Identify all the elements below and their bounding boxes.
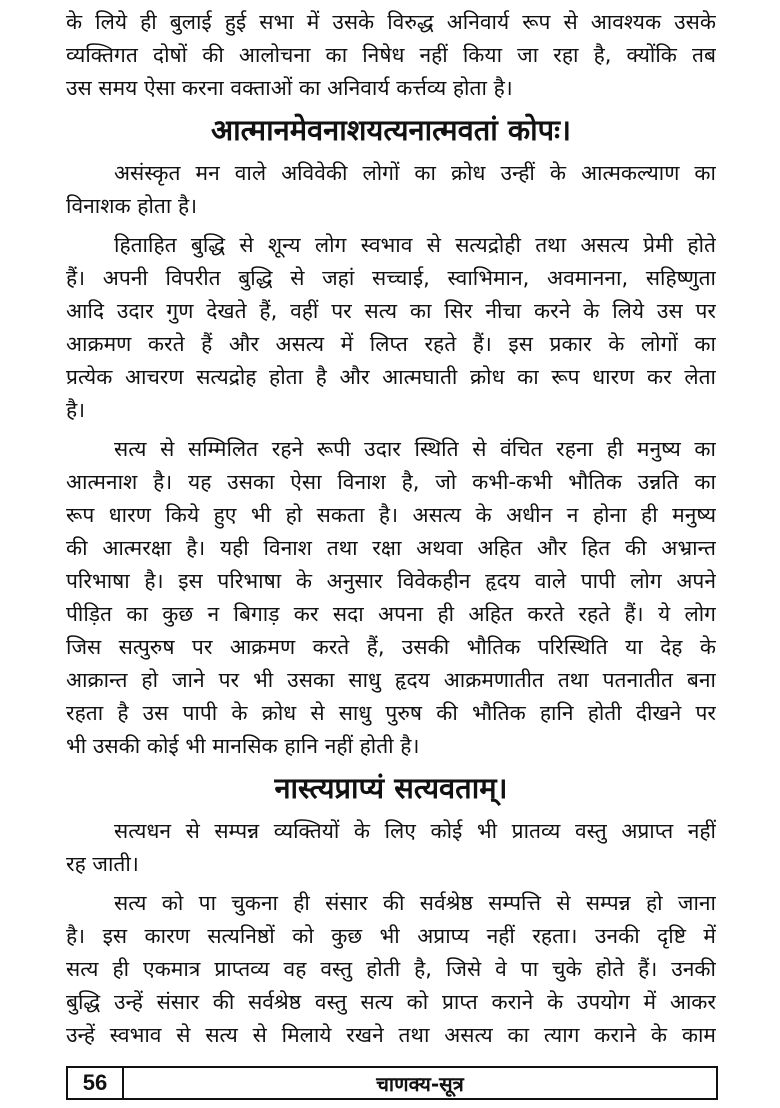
text-line: के लिये ही बुलाई हुई सभा में उसके विरुद्ध अनिवार्य रूप से आवश्यक उसके bbox=[66, 10, 716, 34]
text-line: उन्हें स्वभाव से सत्य से मिलाये रखने तथा असत्य का त्याग कराने के काम bbox=[66, 1023, 716, 1047]
paragraph bbox=[66, 815, 716, 881]
page-footer bbox=[66, 1066, 718, 1100]
text-line: पीड़ित का कुछ न बिगाड़ कर सदा अपना ही अहित करते रहते हैं। ये लोग bbox=[66, 602, 716, 626]
text-line: आत्मनाश है। यह उसका ऐसा विनाश है, जो कभी-कभी भौतिक उन्नति का bbox=[66, 470, 716, 494]
sutra-heading: नास्त्यप्राप्यं सत्यवताम्। bbox=[274, 771, 508, 805]
paragraph bbox=[66, 229, 716, 427]
text-line: आक्रमण करते हैं और असत्य में लिप्त रहते हैं। इस प्रकार के लोगों का bbox=[66, 332, 716, 356]
text-line: रहता है उस पापी के क्रोध से साधु पुरुष की भौतिक हानि होती दीखने पर bbox=[66, 701, 716, 725]
text-line: उस समय ऐसा करना वक्ताओं का अनिवार्य कर्त्तव्य होता है। bbox=[66, 76, 513, 100]
page-number: 56 bbox=[68, 1068, 124, 1098]
text-line: प्रत्येक आचरण सत्यद्रोह होता है और आत्मघाती क्रोध का रूप धारण कर लेता bbox=[66, 365, 716, 389]
sutra-heading: आत्मानमेवनाशयत्यनात्मवतां कोपः। bbox=[210, 113, 572, 147]
text-line: है। इस कारण सत्यनिष्ठों को कुछ भी अप्राप्य नहीं रहता। उनकी दृष्टि में bbox=[66, 924, 716, 948]
text-line: भी उसकी कोई भी मानसिक हानि नहीं होती है। bbox=[66, 734, 420, 758]
text-line: असंस्कृत मन वाले अविवेकी लोगों का क्रोध उन्हीं के आत्मकल्याण का bbox=[114, 161, 716, 185]
paragraph bbox=[66, 433, 716, 763]
page-body bbox=[66, 6, 716, 1052]
text-line: रूप धारण किये हुए भी हो सकता है। असत्य के अधीन न होना ही मनुष्य bbox=[66, 503, 716, 527]
text-line: बुद्धि उन्हें संसार की सर्वश्रेष्ठ वस्तु सत्य को प्राप्त कराने के उपयोग में आकर bbox=[66, 990, 716, 1014]
text-line: की आत्मरक्षा है। यही विनाश तथा रक्षा अथवा अहित और हित की अभ्रान्त bbox=[66, 536, 716, 560]
text-line: आदि उदार गुण देखते हैं, वहीं पर सत्य का सिर नीचा करने के लिये उस पर bbox=[66, 299, 716, 323]
paragraph bbox=[66, 887, 716, 1052]
text-line: सत्य से सम्मिलित रहने रूपी उदार स्थिति से वंचित रहना ही मनुष्य का bbox=[114, 437, 716, 461]
text-line: परिभाषा है। इस परिभाषा के अनुसार विवेकहीन हृदय वाले पापी लोग अपने bbox=[66, 569, 716, 593]
text-line: हिताहित बुद्धि से शून्य लोग स्वभाव से सत्यद्रोही तथा असत्य प्रेमी होते bbox=[114, 233, 716, 257]
text-line: हैं। अपनी विपरीत बुद्धि से जहां सच्चाई, स्वाभिमान, अवमानना, सहिष्णुता bbox=[66, 266, 716, 290]
text-line: रह जाती। bbox=[66, 852, 139, 876]
text-line: है। bbox=[66, 398, 86, 422]
text-line: जिस सत्पुरुष पर आक्रमण करते हैं, उसकी भौतिक परिस्थिति या देह के bbox=[66, 635, 716, 659]
text-line: सत्यधन से सम्पन्न व्यक्तियों के लिए कोई भी प्रातव्य वस्तु अप्राप्त नहीं bbox=[114, 819, 716, 843]
text-line: आक्रान्त हो जाने पर भी उसका साधु हृदय आक्रमणातीत तथा पतनातीत बना bbox=[66, 668, 716, 692]
text-line: सत्य को पा चुकना ही संसार की सर्वश्रेष्ठ सम्पत्ति से सम्पन्न हो जाना bbox=[114, 891, 716, 915]
text-line: सत्य ही एकमात्र प्राप्तव्य वह वस्तु होती है, जिसे वे पा चुके होते हैं। उनकी bbox=[66, 957, 716, 981]
text-line: विनाशक होता है। bbox=[66, 194, 198, 218]
paragraph bbox=[66, 157, 716, 223]
book-title: चाणक्य-सूत्र bbox=[376, 1071, 464, 1096]
text-line: व्यक्तिगत दोषों की आलोचना का निषेध नहीं किया जा रहा है, क्योंकि तब bbox=[66, 43, 716, 67]
paragraph bbox=[66, 6, 716, 105]
